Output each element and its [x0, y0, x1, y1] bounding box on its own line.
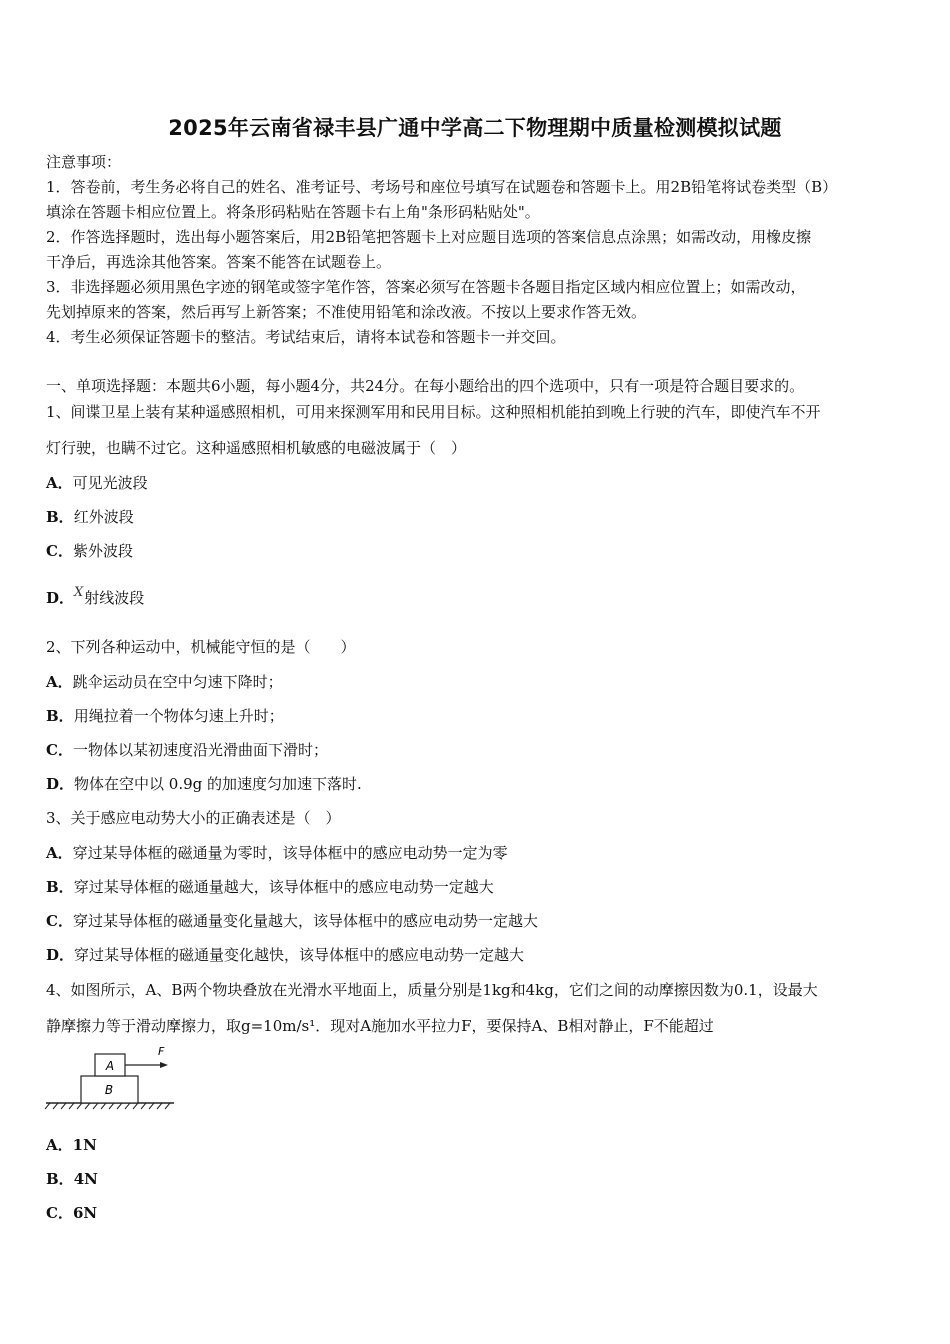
force-arrow-head	[160, 1062, 168, 1068]
option-key: A．	[46, 844, 73, 862]
q4-option-a	[46, 1135, 97, 1155]
option-text: 穿过某导体框的磁通量变化越快，该导体框中的感应电动势一定越大	[74, 946, 525, 964]
option-key: A．	[46, 1136, 73, 1154]
option-key: B．	[46, 878, 74, 896]
q1-option-a	[46, 473, 148, 493]
notice-heading: 注意事项：	[46, 153, 122, 171]
option-text: 用绳拉着一个物体匀速上升时；	[73, 707, 284, 725]
option-text: 6N	[72, 1204, 98, 1222]
option-key: B．	[46, 508, 74, 526]
notice-line: 2．作答选择题时，选出每小题答案后，用2B铅笔把答题卡上对应题目选项的答案信息点涂黑；如需改动，用橡皮擦	[46, 228, 812, 246]
option-text: 可见光波段	[72, 474, 148, 492]
q1-option-d	[46, 585, 145, 610]
q2-option-c	[46, 740, 328, 760]
notice-line: 1．答卷前，考生务必将自己的姓名、准考证号、考场号和座位号填写在试题卷和答题卡上。用2B铅笔将试卷类型（B）	[46, 178, 838, 196]
option-text: 1N	[72, 1136, 97, 1154]
notice-line: 3．非选择题必须用黑色字迹的钢笔或签字笔作答，答案必须写在答题卡各题目指定区域内相应位置上；如需改动，	[46, 278, 806, 296]
option-text: 物体在空中以 0.9g 的加速度匀加速下落时.	[74, 775, 362, 793]
label-a: A	[105, 1059, 115, 1073]
notice-line: 4．考生必须保证答题卡的整洁。考试结束后，请将本试卷和答题卡一并交回。	[46, 328, 566, 346]
x-symbol: X	[74, 585, 84, 600]
q1-option-c	[46, 541, 133, 561]
q1-stem-line2: 灯行驶，也瞒不过它。这种遥感照相机敏感的电磁波属于（ ）	[46, 439, 467, 457]
option-key: D．	[46, 946, 75, 964]
option-text: 穿过某导体框的磁通量为零时，该导体框中的感应电动势一定为零	[72, 844, 508, 862]
option-text: 射线波段	[84, 589, 145, 607]
option-text: 一物体以某初速度沿光滑曲面下滑时；	[72, 741, 328, 759]
label-b: B	[104, 1083, 114, 1097]
q3-stem: 3、关于感应电动势大小的正确表述是（ ）	[46, 809, 341, 827]
option-key: C．	[46, 741, 73, 759]
option-text: 穿过某导体框的磁通量变化量越大，该导体框中的感应电动势一定越大	[72, 912, 538, 930]
option-key: C．	[46, 1204, 73, 1222]
option-key: D．	[46, 589, 75, 607]
q1-option-b	[46, 507, 134, 527]
option-key: C．	[46, 912, 73, 930]
q3-option-d	[46, 945, 524, 965]
q4-option-b	[46, 1169, 98, 1189]
option-key: B．	[46, 1170, 74, 1188]
blocks-figure	[44, 1044, 178, 1110]
option-key: A．	[46, 673, 73, 691]
page-title: 2025年云南省禄丰县广通中学高二下物理期中质量检测模拟试题	[168, 116, 782, 140]
option-key: B．	[46, 707, 74, 725]
option-text: 红外波段	[73, 508, 134, 526]
q2-option-b	[46, 706, 284, 726]
notice-line: 干净后，再选涂其他答案。答案不能答在试题卷上。	[46, 253, 392, 271]
option-key: A．	[46, 474, 73, 492]
q4-stem-line2: 静摩擦力等于滑动摩擦力，取g=10m/s¹．现对A施加水平拉力F，要保持A、B相对静止，F不能超过	[46, 1017, 714, 1035]
q4-option-c	[46, 1203, 97, 1223]
q3-option-b	[46, 877, 494, 897]
option-text: 跳伞运动员在空中匀速下降时；	[72, 673, 283, 691]
q3-option-c	[46, 911, 538, 931]
label-f: F	[158, 1045, 165, 1058]
option-text: 4N	[73, 1170, 98, 1188]
option-text: 穿过某导体框的磁通量越大，该导体框中的感应电动势一定越大	[73, 878, 494, 896]
notice-line: 先划掉原来的答案，然后再写上新答案；不准使用铅笔和涂改液。不按以上要求作答无效。	[46, 303, 647, 321]
q2-option-d	[46, 774, 362, 794]
option-text: 紫外波段	[72, 542, 133, 560]
ground-hatching	[45, 1103, 170, 1109]
q3-option-a	[46, 843, 508, 863]
section-heading: 一、单项选择题：本题共6小题，每小题4分，共24分。在每小题给出的四个选项中，只有一项是符合题目要求的。	[46, 377, 805, 395]
q1-stem-line1: 1、间谍卫星上装有某种遥感照相机，可用来探测军用和民用目标。这种照相机能拍到晚上行驶的汽车，即使汽车不开	[46, 403, 821, 421]
option-key: D．	[46, 775, 75, 793]
q2-stem: 2、下列各种运动中，机械能守恒的是（ ）	[46, 638, 356, 656]
option-key: C．	[46, 542, 73, 560]
q2-option-a	[46, 672, 283, 692]
notice-line: 填涂在答题卡相应位置上。将条形码粘贴在答题卡右上角"条形码粘贴处"。	[46, 203, 540, 221]
q4-stem-line1: 4、如图所示，A、B两个物块叠放在光滑水平地面上，质量分别是1kg和4kg，它们之间的动摩擦因数为0.1，设最大	[46, 981, 818, 999]
